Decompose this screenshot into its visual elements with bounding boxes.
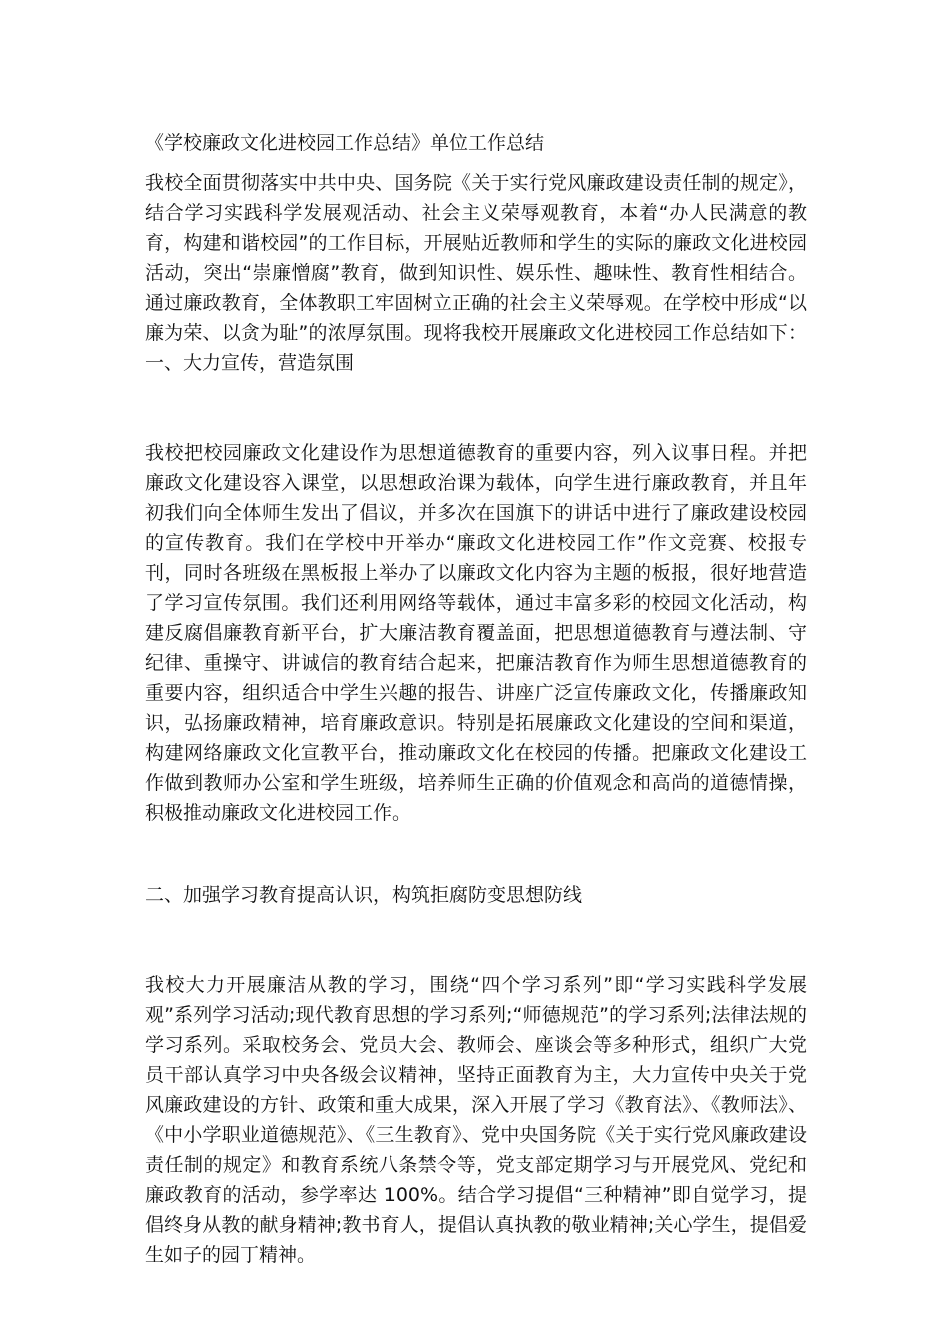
document-body xyxy=(145,128,807,1270)
paragraph-spacer xyxy=(145,378,807,438)
paragraph-study: 我校大力开展廉洁从教的学习，围绕“四个学习系列”即“学习实践科学发展观”系列学习活动;现代教育思想的学习系列;“师德规范”的学习系列;法律法规的学习系列。采取校务会、党员大会、教师会、座谈会等多种形式，组织广大党员干部认真学习中央各级会议精神，坚持正面教育为主，大力宣传中央关于党风廉政建设的方针、政策和重大成果，深入开展了学习《教育法》、《教师法》、《中小学职业道德规范》、《三生教育》、党中央国务院《关于实行党风廉政建设责任制的规定》和教育系统八条禁令等，党支部定期学习与开展党风、党纪和廉政教育的活动，参学率达 100%。结合学习提倡“三种精神”即自觉学习，提倡终身从教的献身精神;教书育人，提倡认真执教的敬业精神;关心学生，提倡爱生如子的园丁精神。 xyxy=(145,974,807,1266)
paragraph-spacer xyxy=(145,910,807,970)
paragraph-intro: 我校全面贯彻落实中共中央、国务院《关于实行党风廉政建设责任制的规定》，结合学习实践科学发展观活动、社会主义荣辱观教育，本着“办人民满意的教育，构建和谐校园”的工作目标，开展贴近教师和学生的实际的廉政文化进校园活动，突出“崇廉憎腐”教育，做到知识性、娱乐性、趣味性、教育性相结合。通过廉政教育，全体教职工牢固树立正确的社会主义荣辱观。在学校中形成“以廉为荣、以贪为耻”的浓厚氛围。现将我校开展廉政文化进校园工作总结如下：一、大力宣传，营造氛围 xyxy=(145,172,807,374)
section-heading-study: 二、加强学习教育提高认识，构筑拒腐防变思想防线 xyxy=(145,884,583,906)
document-title: 《学校廉政文化进校园工作总结》单位工作总结 xyxy=(145,132,545,154)
paragraph-spacer xyxy=(145,828,807,880)
paragraph-publicity: 我校把校园廉政文化建设作为思想道德教育的重要内容，列入议事日程。并把廉政文化建设容入课堂，以思想政治课为载体，向学生进行廉政教育，并且年初我们向全体师生发出了倡议，并多次在国旗下的讲话中进行了廉政建设校园的宣传教育。我们在学校中开举办“廉政文化进校园工作”作文竞赛、校报专刊，同时各班级在黑板报上举办了以廉政文化内容为主题的板报，很好地营造了学习宣传氛围。我们还利用网络等载体，通过丰富多彩的校园文化活动，构建反腐倡廉教育新平台，扩大廉洁教育覆盖面，把思想道德教育与遵法制、守纪律、重操守、讲诚信的教育结合起来，把廉洁教育作为师生思想道德教育的重要内容，组织适合中学生兴趣的报告、讲座广泛宣传廉政文化，传播廉政知识，弘扬廉政精神，培育廉政意识。特别是拓展廉政文化建设的空间和渠道，构建网络廉政文化宣教平台，推动廉政文化在校园的传播。把廉政文化建设工作做到教师办公室和学生班级，培养师生正确的价值观念和高尚的道德情操，积极推动廉政文化进校园工作。 xyxy=(145,442,807,824)
